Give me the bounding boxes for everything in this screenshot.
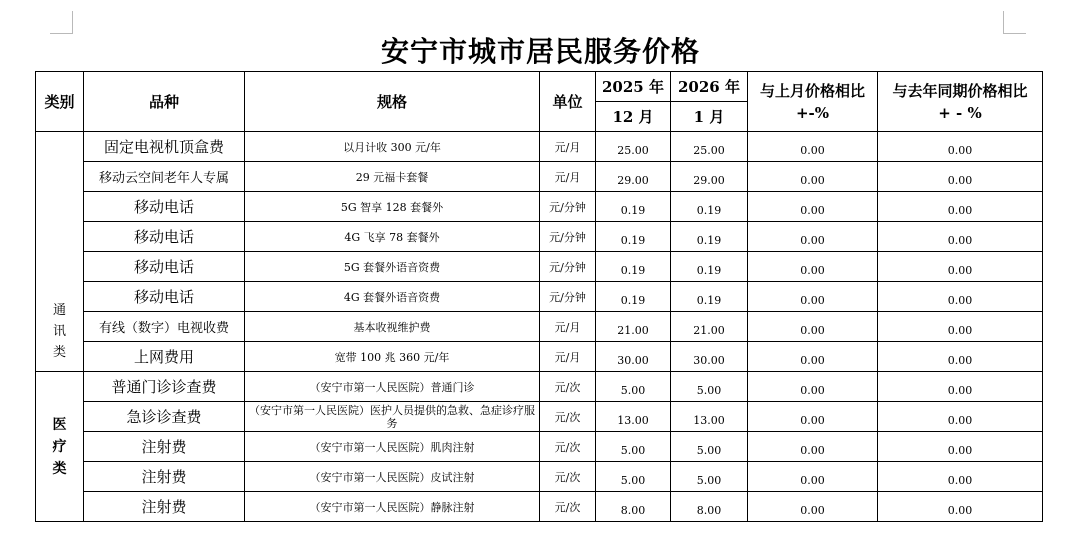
price-dec-cell: 0.19 (596, 282, 671, 312)
spec-cell: （安宁市第一人民医院）普通门诊 (245, 372, 540, 402)
header-spec: 规格 (245, 72, 540, 132)
spec-cell: 5G 套餐外语音资费 (245, 252, 540, 282)
page-corner-mark-left (50, 11, 73, 34)
unit-cell: 元/分钟 (540, 252, 596, 282)
header-month-1: 1 月 (671, 102, 748, 132)
yoy-cell: 0.00 (878, 282, 1043, 312)
mom-cell: 0.00 (748, 492, 878, 522)
header-mom-change (748, 72, 878, 132)
yoy-cell: 0.00 (878, 192, 1043, 222)
yoy-cell: 0.00 (878, 162, 1043, 192)
table-row (36, 342, 1043, 372)
yoy-cell: 0.00 (878, 462, 1043, 492)
spec-cell: （安宁市第一人民医院）静脉注射 (245, 492, 540, 522)
price-dec-cell: 29.00 (596, 162, 671, 192)
mom-cell: 0.00 (748, 372, 878, 402)
table-row (36, 222, 1043, 252)
mom-cell: 0.00 (748, 222, 878, 252)
variety-cell: 移动电话 (84, 192, 245, 222)
unit-cell: 元/月 (540, 132, 596, 162)
price-dec-cell: 0.19 (596, 252, 671, 282)
spec-cell: 以月计收 300 元/年 (245, 132, 540, 162)
table-row (36, 492, 1043, 522)
variety-cell: 移动电话 (84, 252, 245, 282)
table-row (36, 192, 1043, 222)
price-jan-cell: 5.00 (671, 462, 748, 492)
variety-cell: 注射费 (84, 492, 245, 522)
unit-cell: 元/次 (540, 402, 596, 432)
price-dec-cell: 0.19 (596, 222, 671, 252)
price-jan-cell: 5.00 (671, 372, 748, 402)
yoy-cell: 0.00 (878, 432, 1043, 462)
variety-cell: 注射费 (84, 432, 245, 462)
spec-cell: （安宁市第一人民医院）皮试注射 (245, 462, 540, 492)
price-jan-cell: 29.00 (671, 162, 748, 192)
category-medical (36, 372, 84, 522)
header-month-12: 12 月 (596, 102, 671, 132)
price-dec-cell: 5.00 (596, 432, 671, 462)
price-jan-cell: 0.19 (671, 282, 748, 312)
table-row (36, 132, 1043, 162)
spec-cell: 5G 智享 128 套餐外 (245, 192, 540, 222)
variety-cell: 移动电话 (84, 222, 245, 252)
table-row (36, 252, 1043, 282)
table-row (36, 162, 1043, 192)
price-jan-cell: 0.19 (671, 222, 748, 252)
variety-cell: 有线（数字）电视收费 (84, 312, 245, 342)
table-row (36, 312, 1043, 342)
mom-cell: 0.00 (748, 432, 878, 462)
price-jan-cell: 13.00 (671, 402, 748, 432)
header-yoy-change (878, 72, 1043, 132)
page-corner-mark-right (1003, 11, 1026, 34)
variety-cell: 移动电话 (84, 282, 245, 312)
price-dec-cell: 30.00 (596, 342, 671, 372)
price-jan-cell: 25.00 (671, 132, 748, 162)
table-body (36, 132, 1043, 522)
header-yoy-line1: 与去年同期价格相比 (892, 81, 1028, 100)
variety-cell: 上网费用 (84, 342, 245, 372)
spec-cell: （安宁市第一人民医院）肌肉注射 (245, 432, 540, 462)
spec-cell: 4G 套餐外语音资费 (245, 282, 540, 312)
price-jan-cell: 0.19 (671, 252, 748, 282)
mom-cell: 0.00 (748, 282, 878, 312)
yoy-cell: 0.00 (878, 222, 1043, 252)
price-dec-cell: 8.00 (596, 492, 671, 522)
price-dec-cell: 0.19 (596, 192, 671, 222)
variety-cell: 移动云空间老年人专属 (84, 162, 245, 192)
yoy-cell: 0.00 (878, 342, 1043, 372)
category-medical-label: 医疗类 (52, 416, 67, 477)
price-dec-cell: 13.00 (596, 402, 671, 432)
unit-cell: 元/次 (540, 372, 596, 402)
yoy-cell: 0.00 (878, 492, 1043, 522)
price-dec-cell: 5.00 (596, 462, 671, 492)
mom-cell: 0.00 (748, 192, 878, 222)
price-table (35, 71, 1043, 522)
table-row (36, 402, 1043, 432)
unit-cell: 元/月 (540, 162, 596, 192)
unit-cell: 元/次 (540, 432, 596, 462)
price-jan-cell: 30.00 (671, 342, 748, 372)
price-jan-cell: 21.00 (671, 312, 748, 342)
unit-cell: 元/月 (540, 342, 596, 372)
mom-cell: 0.00 (748, 252, 878, 282)
header-unit: 单位 (540, 72, 596, 132)
spec-cell: 29 元福卡套餐 (245, 162, 540, 192)
mom-cell: 0.00 (748, 312, 878, 342)
header-category: 类别 (36, 72, 84, 132)
page-title: 安宁市城市居民服务价格 (380, 35, 700, 68)
mom-cell: 0.00 (748, 342, 878, 372)
variety-cell: 注射费 (84, 462, 245, 492)
unit-cell: 元/分钟 (540, 282, 596, 312)
price-dec-cell: 25.00 (596, 132, 671, 162)
category-telecom-label: 通讯类 (53, 303, 67, 360)
table-row (36, 462, 1043, 492)
unit-cell: 元/分钟 (540, 192, 596, 222)
unit-cell: 元/分钟 (540, 222, 596, 252)
spec-cell: （安宁市第一人民医院）医护人员提供的急救、急症诊疗服务 (245, 402, 540, 432)
spec-cell: 4G 飞享 78 套餐外 (245, 222, 540, 252)
yoy-cell: 0.00 (878, 372, 1043, 402)
price-jan-cell: 8.00 (671, 492, 748, 522)
yoy-cell: 0.00 (878, 252, 1043, 282)
yoy-cell: 0.00 (878, 132, 1043, 162)
variety-cell: 急诊诊查费 (84, 402, 245, 432)
unit-cell: 元/次 (540, 462, 596, 492)
mom-cell: 0.00 (748, 132, 878, 162)
header-year-2026: 2026 年 (671, 72, 748, 102)
mom-cell: 0.00 (748, 162, 878, 192)
yoy-cell: 0.00 (878, 312, 1043, 342)
price-dec-cell: 5.00 (596, 372, 671, 402)
category-telecom (36, 132, 84, 372)
variety-cell: 固定电视机顶盒费 (84, 132, 245, 162)
mom-cell: 0.00 (748, 462, 878, 492)
unit-cell: 元/次 (540, 492, 596, 522)
header-year-2025: 2025 年 (596, 72, 671, 102)
table-row (36, 432, 1043, 462)
header-variety: 品种 (84, 72, 245, 132)
table-row (36, 282, 1043, 312)
mom-cell: 0.00 (748, 402, 878, 432)
header-mom-line2: +-% (795, 103, 830, 122)
price-jan-cell: 5.00 (671, 432, 748, 462)
yoy-cell: 0.00 (878, 402, 1043, 432)
price-jan-cell: 0.19 (671, 192, 748, 222)
header-yoy-line2: + - % (938, 103, 982, 122)
unit-cell: 元/月 (540, 312, 596, 342)
price-dec-cell: 21.00 (596, 312, 671, 342)
spec-cell: 基本收视维护费 (245, 312, 540, 342)
spec-cell: 宽带 100 兆 360 元/年 (245, 342, 540, 372)
variety-cell: 普通门诊诊查费 (84, 372, 245, 402)
table-row (36, 372, 1043, 402)
header-mom-line1: 与上月价格相比 (759, 81, 865, 100)
